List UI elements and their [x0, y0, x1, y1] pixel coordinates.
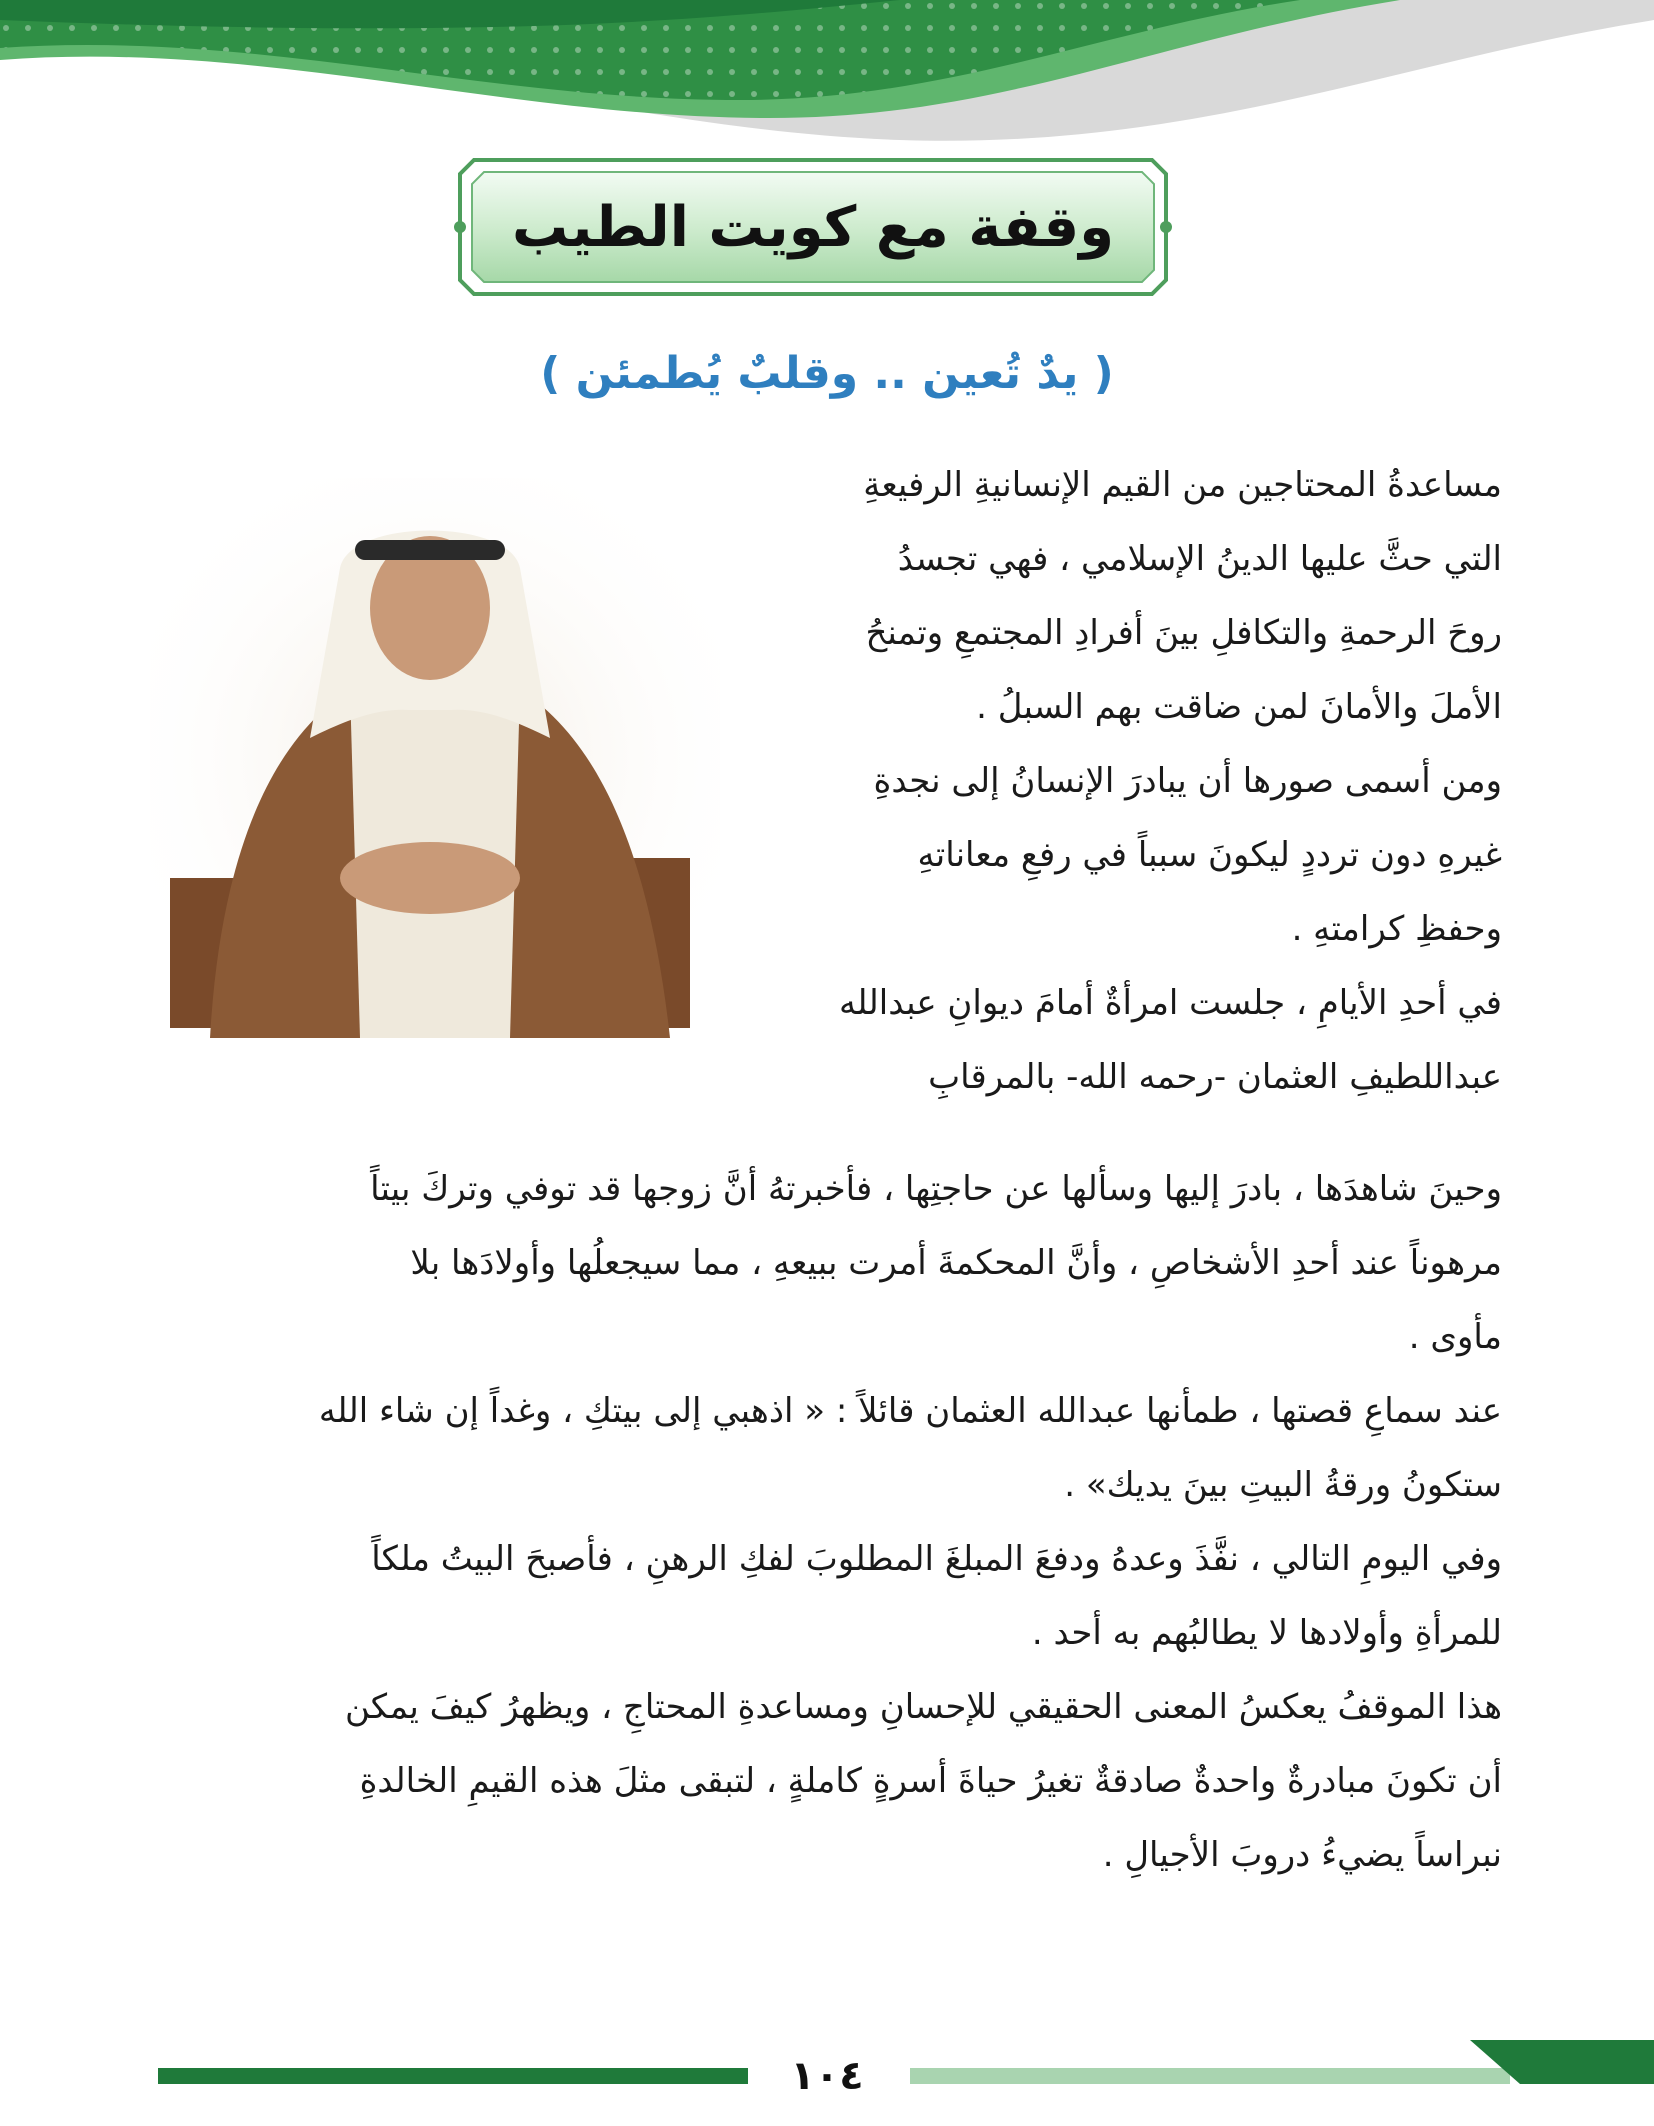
portrait-image [150, 478, 720, 1038]
intro-paragraphs [782, 448, 1502, 1114]
text-line: نبراساً يضيءُ دروبَ الأجيالِ . [1102, 1835, 1502, 1875]
title-banner [452, 152, 1174, 302]
text-line: التي حثَّ عليها الدينُ الإسلامي ، فهي تجسدُ [897, 539, 1502, 579]
text-line: مرهوناً عند أحدِ الأشخاصِ ، وأنَّ المحكمةَ أمرت ببيعهِ ، مما سيجعلُها وأولادَها بلا [410, 1243, 1502, 1283]
text-line: وحفظِ كرامتهِ . [1291, 909, 1502, 949]
page-number: ١٠٤ [790, 2053, 864, 2099]
page-title: وقفة مع كويت الطيب [511, 194, 1115, 260]
text-line: في أحدِ الأيامِ ، جلست امرأةٌ أمامَ ديوانِ عبدالله [838, 983, 1502, 1023]
text-line: الأملَ والأمانَ لمن ضاقت بهم السبلُ . [976, 687, 1502, 727]
text-line: وفي اليومِ التالي ، نفَّذَ وعدهُ ودفعَ المبلغَ المطلوبَ لفكِ الرهنِ ، فأصبحَ البيتُ ملكاً [371, 1539, 1502, 1579]
story-paragraphs [150, 1152, 1502, 1892]
text-line: وحينَ شاهدَها ، بادرَ إليها وسألها عن حاجتِها ، فأخبرتهُ أنَّ زوجها قد توفي وتركَ بيتاً [370, 1169, 1502, 1209]
header-wave-decoration [0, 0, 1654, 160]
text-line: ستكونُ ورقةُ البيتِ بينَ يديك» . [1064, 1465, 1502, 1505]
text-line: أن تكونَ مبادرةٌ واحدةٌ صادقةٌ تغيرُ حياةَ أسرةٍ كاملةٍ ، لتبقى مثلَ هذه القيمِ الخالدةِ [359, 1761, 1502, 1801]
text-line: ومن أسمى صورها أن يبادرَ الإنسانُ إلى نجدةِ [873, 761, 1502, 801]
page-subtitle: ( يدٌ تُعين .. وقلبٌ يُطمئن ) [540, 348, 1114, 399]
text-line: عبداللطيفِ العثمان -رحمه الله- بالمرقابِ [928, 1057, 1502, 1097]
text-line: مأوى . [1408, 1317, 1502, 1357]
text-line: للمرأةِ وأولادها لا يطالبُهم به أحد . [1031, 1613, 1502, 1653]
text-line: هذا الموقفُ يعكسُ المعنى الحقيقي للإحسانِ ومساعدةِ المحتاجِ ، ويظهرُ كيفَ يمكن [345, 1687, 1502, 1727]
text-line: غيرهِ دون ترددٍ ليكونَ سبباً في رفعِ معاناتهِ [917, 835, 1502, 875]
text-line: عند سماعِ قصتها ، طمأنها عبدالله العثمان قائلاً : « اذهبي إلى بيتكِ ، وغداً إن شاء الله [318, 1391, 1502, 1431]
text-line: مساعدةُ المحتاجين من القيم الإنسانيةِ الرفيعةِ [863, 465, 1502, 505]
text-line: روحَ الرحمةِ والتكافلِ بينَ أفرادِ المجتمعِ وتمنحُ [865, 613, 1502, 653]
